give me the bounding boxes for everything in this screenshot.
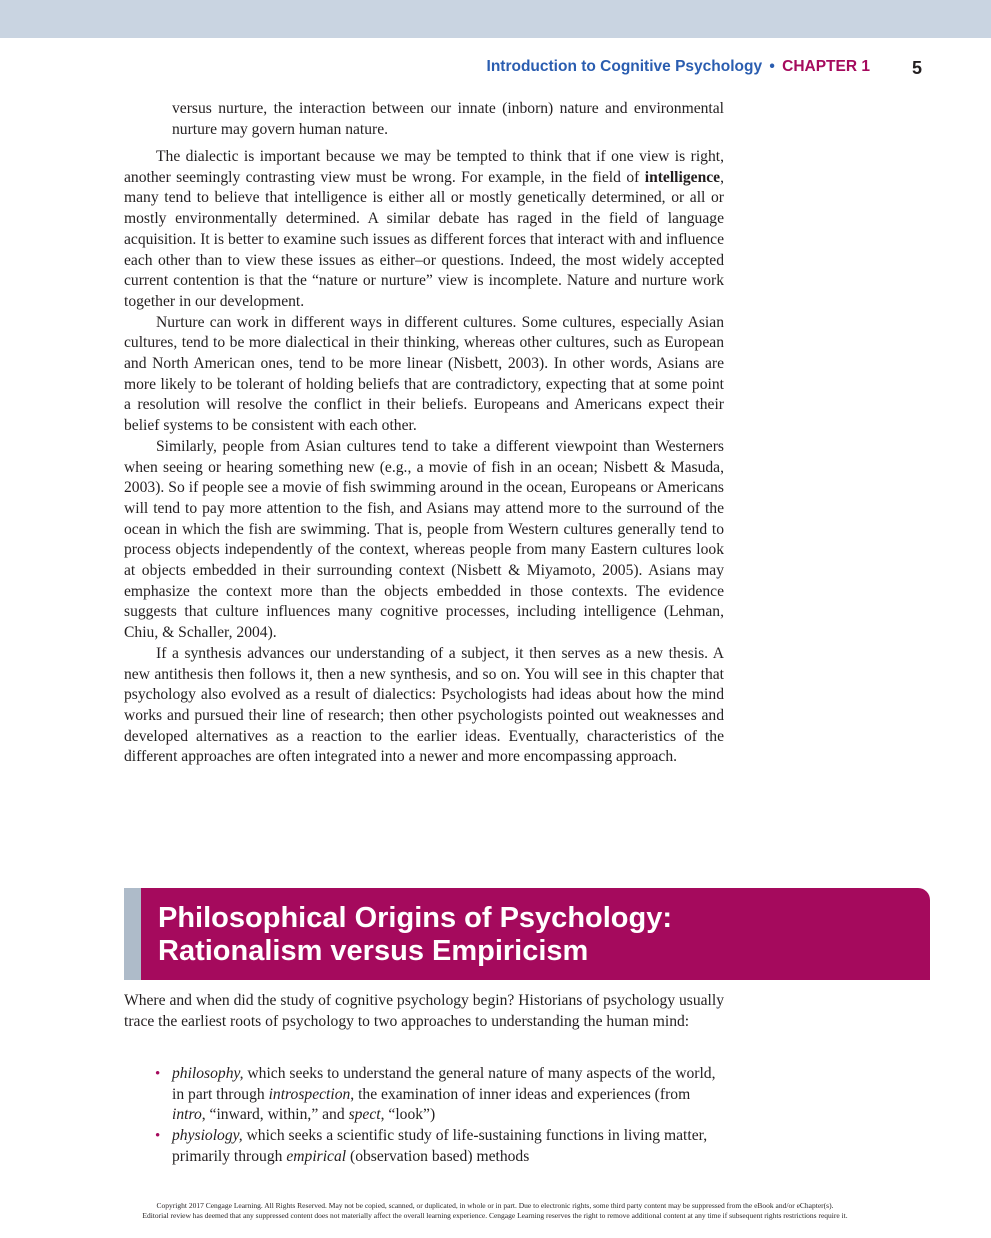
footer-line2: Editorial review has deemed that any suppressed content does not materially affect the overall learning experience. Cengage Learning reserves the right to remove additional content at any time if subsequent rights restrictions require it. (142, 1211, 848, 1220)
page-number: 5 (912, 58, 923, 78)
section-heading-sidebar (124, 888, 141, 980)
copyright-footer (60, 1201, 930, 1221)
list-text: which seeks a scientific study of life-sustaining functions in living matter, primarily through (172, 1127, 708, 1165)
intro-text: Where and when did the study of cognitive psychology begin? Historians of psychology usually trace the earliest roots of psychology to two approaches to understanding the human mind: (124, 992, 724, 1030)
term-intro: intro (172, 1106, 202, 1124)
paragraph-dialectic (124, 147, 724, 313)
section-title (158, 902, 918, 968)
body-text (124, 147, 724, 768)
section-title-line2: Rationalism versus Empiricism (158, 935, 589, 967)
bullet-marker: • (155, 1128, 161, 1145)
list-text: , “look”) (380, 1106, 436, 1124)
list-text: , “inward, within,” and (201, 1106, 349, 1124)
continuation-paragraph: versus nurture, the interaction between our innate (inborn) nature and environmental nurture may govern human nature. (172, 100, 724, 138)
term-spect: spect (348, 1106, 381, 1124)
term-empirical: empirical (286, 1147, 347, 1165)
bullet-list (155, 1064, 724, 1168)
term-physiology: physiology, (172, 1127, 243, 1145)
section-title-line1: Philosophical Origins of Psychology: (158, 902, 673, 934)
section-heading-background (141, 888, 930, 980)
footer-line1: Copyright 2017 Cengage Learning. All Rights Reserved. May not be copied, scanned, or duplicated, in whole or in part. Due to electronic rights, some third party content may be suppressed from the eBook and/or eChapter(s). (156, 1201, 834, 1210)
key-term-intelligence: intelligence (644, 168, 721, 186)
paragraph-asian-cultures: Similarly, people from Asian cultures tend to take a different viewpoint than Westerners when seeing or hearing something new (e.g., a movie of fish in an ocean; Nisbett & Masuda, 2003). So if people see a movie of fish swimming around in the ocean, Europeans or Americans will tend to pay more attention to the fish, and Asians may attend more to the surround of the ocean in which the fish are swimming. That is, people from Western cultures generally tend to process objects independently of the context, whereas people from many Eastern cultures look at objects embedded in their surrounding context (Nisbett & Miyamoto, 2005). Asians may emphasize the context more than the objects embedded in those contexts. The evidence suggests that culture influences many cognitive processes, including intelligence (Lehman, Chiu, & Schaller, 2004). (124, 437, 724, 642)
paragraph-text: The dialectic is important because we may be tempted to think that if one view is right, another seemingly contrasting view must be wrong. For example, in the field of (124, 148, 724, 186)
running-head (300, 58, 870, 76)
list-item (155, 1064, 724, 1126)
header-separator: • (769, 58, 775, 75)
top-header-band (0, 0, 991, 38)
intro-paragraph (124, 991, 724, 1032)
list-text: which seeks to understand the general nature of many aspects of the world, in part through (172, 1065, 716, 1103)
term-philosophy: philosophy, (172, 1065, 244, 1082)
chapter-label: CHAPTER 1 (782, 58, 870, 75)
term-introspection: introspection (268, 1085, 351, 1103)
paragraph-text: , many tend to believe that intelligence is either all or mostly genetically determined, or all or mostly environmentally determined. A similar debate has raged in the field of language acquisition. It is better to examine such issues as different forces that interact with and influence each other than to view these issues as either–or questions. Indeed, the most widely accepted current contention is that the “nature or nurture” view is incomplete. Nature and nurture work together in our development. (124, 168, 724, 310)
section-heading-box (124, 888, 930, 980)
book-title: Introduction to Cognitive Psychology (486, 58, 763, 75)
bullet-marker: • (155, 1066, 161, 1082)
list-text: (observation based) methods (346, 1147, 530, 1165)
list-text: , the examination of inner ideas and experiences (from (350, 1085, 691, 1103)
list-item (155, 1126, 724, 1167)
paragraph-cultures: Nurture can work in different ways in different cultures. Some cultures, especially Asian cultures, tend to be more dialectical in their thinking, whereas other cultures, such as European and North American ones, tend to be more linear (Nisbett, 2003). In other words, Asians are more likely to be tolerant of holding beliefs that are contradictory, expecting that at some point a resolution will resolve the conflict in their beliefs. Europeans and Americans expect their belief systems to be consistent with each other. (124, 313, 724, 435)
paragraph-synthesis: If a synthesis advances our understanding of a subject, it then serves as a new thesis. A new antithesis then follows it, then a new synthesis, and so on. You will see in this chapter that psychology also evolved as a result of dialectics: Psychologists had ideas about how the mind works and pursued their line of research; then other psychologists pointed out weaknesses and developed alternatives as a reaction to the earlier ideas. Eventually, characteristics of the different approaches are often integrated into a newer and more encompassing approach. (124, 644, 724, 766)
